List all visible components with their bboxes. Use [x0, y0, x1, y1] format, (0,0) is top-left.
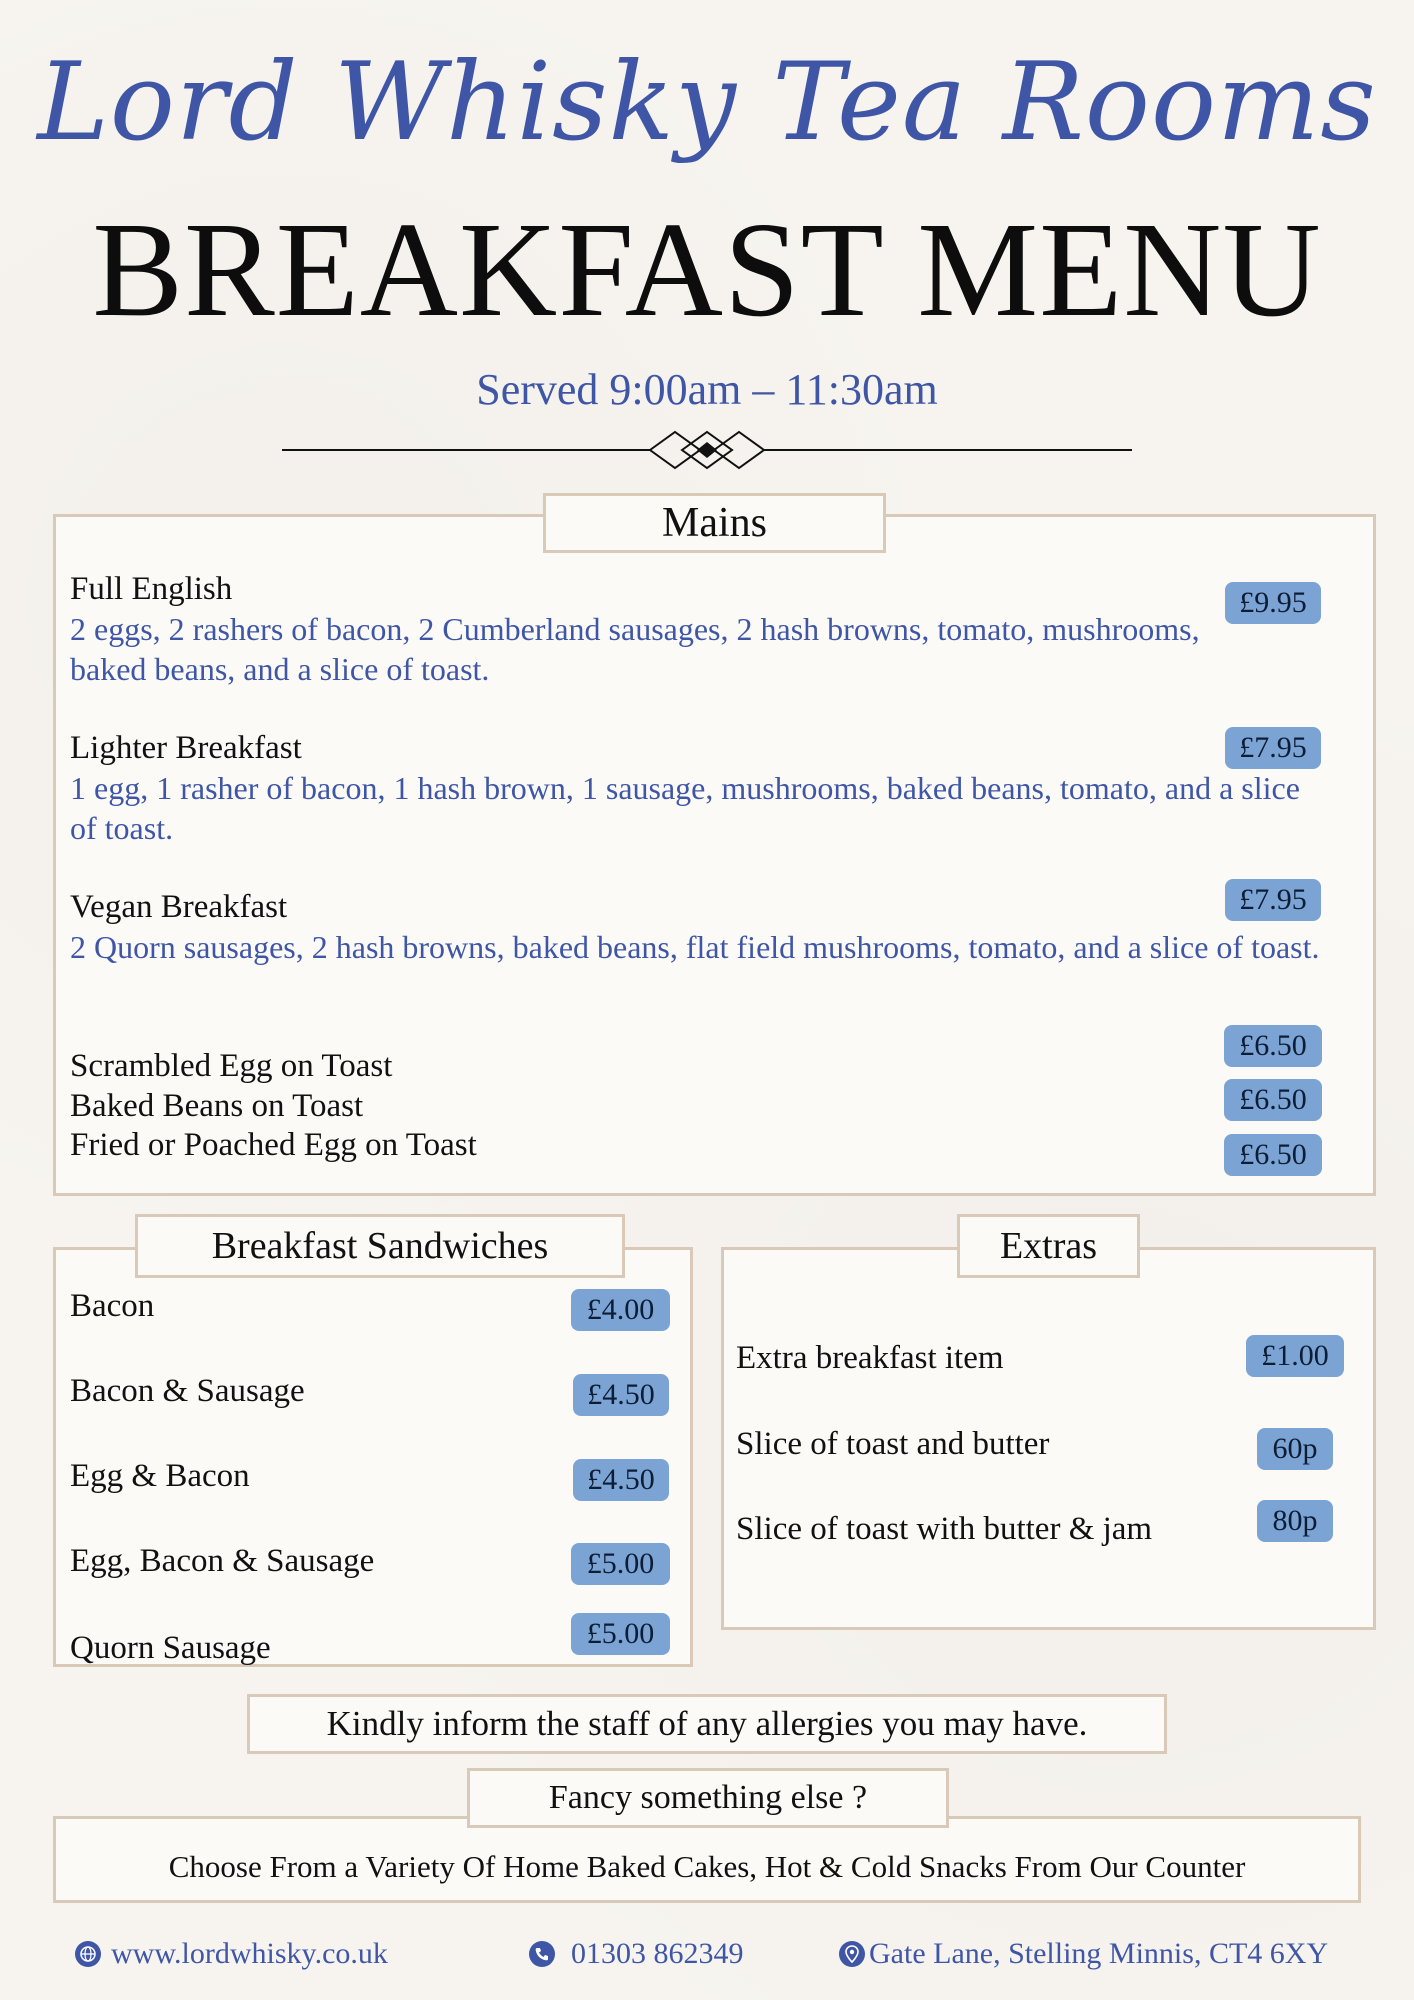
menu-title: BREAKFAST MENU [92, 195, 1322, 345]
item-description: 2 Quorn sausages, 2 hash browns, baked beans, flat field mushrooms, tomato, and a slice of toast. [70, 929, 1320, 965]
item-description: 1 egg, 1 rasher of bacon, 1 hash brown, 1 sausage, mushrooms, baked beans, tomato, and a slice of toast. [70, 770, 1300, 846]
phone-icon [529, 1941, 555, 1967]
address-text: Gate Lane, Stelling Minnis, CT4 6XY [869, 1937, 1329, 1970]
menu-item [70, 569, 1220, 689]
menu-item-name: Scrambled Egg on Toast [70, 1048, 393, 1084]
price-badge: £4.00 [571, 1289, 670, 1331]
price-badge: £6.50 [1224, 1079, 1322, 1121]
item-name: Vegan Breakfast [70, 889, 288, 925]
price-badge: £4.50 [573, 1459, 669, 1501]
extra-item-name: Extra breakfast item [736, 1340, 1004, 1376]
price-badge: 60p [1257, 1428, 1333, 1470]
sandwich-name: Quorn Sausage [70, 1630, 271, 1666]
fancy-heading: Fancy something else ? [467, 1768, 949, 1828]
sandwich-name: Egg, Bacon & Sausage [70, 1543, 375, 1579]
served-hours: Served 9:00am – 11:30am [476, 365, 938, 414]
footer-website[interactable] [75, 1934, 388, 1974]
menu-item [70, 887, 1340, 967]
footer-address[interactable] [839, 1934, 1328, 1974]
price-badge: £5.00 [571, 1613, 670, 1655]
price-badge: £7.95 [1225, 727, 1321, 769]
allergy-notice: Kindly inform the staff of any allergies you may have. [247, 1694, 1167, 1754]
menu-item-name: Fried or Poached Egg on Toast [70, 1127, 477, 1163]
item-name: Full English [70, 571, 233, 607]
price-badge: £1.00 [1246, 1335, 1344, 1377]
item-name: Lighter Breakfast [70, 730, 302, 766]
price-badge: £9.95 [1225, 582, 1321, 624]
website-text: www.lordwhisky.co.uk [111, 1937, 388, 1970]
mains-heading: Mains [543, 493, 886, 553]
extra-item-name: Slice of toast with butter & jam [736, 1511, 1153, 1547]
brand-title: Lord Whisky Tea Rooms [37, 40, 1377, 165]
extra-item-name: Slice of toast and butter [736, 1426, 1050, 1462]
sandwich-name: Egg & Bacon [70, 1458, 250, 1494]
price-badge: £4.50 [573, 1374, 669, 1416]
price-badge: £5.00 [571, 1543, 670, 1585]
ornamental-divider [282, 430, 1132, 470]
sandwich-name: Bacon & Sausage [70, 1373, 305, 1409]
menu-item [70, 728, 1320, 848]
footer-phone[interactable] [529, 1934, 744, 1974]
price-badge: £6.50 [1224, 1134, 1322, 1176]
location-pin-icon [839, 1941, 865, 1967]
price-badge: £6.50 [1224, 1025, 1322, 1067]
extras-heading: Extras [957, 1214, 1140, 1278]
price-badge: 80p [1257, 1500, 1333, 1542]
item-description: 2 eggs, 2 rashers of bacon, 2 Cumberland sausages, 2 hash browns, tomato, mushrooms, baked beans, and a slice of toast. [70, 611, 1200, 687]
phone-text: 01303 862349 [571, 1937, 744, 1970]
menu-item-name: Baked Beans on Toast [70, 1088, 364, 1124]
fancy-text: Choose From a Variety Of Home Baked Cakes, Hot & Cold Snacks From Our Counter [168, 1849, 1246, 1884]
sandwiches-heading: Breakfast Sandwiches [135, 1214, 625, 1278]
price-badge: £7.95 [1225, 879, 1321, 921]
globe-icon [75, 1941, 101, 1967]
sandwich-name: Bacon [70, 1288, 155, 1324]
